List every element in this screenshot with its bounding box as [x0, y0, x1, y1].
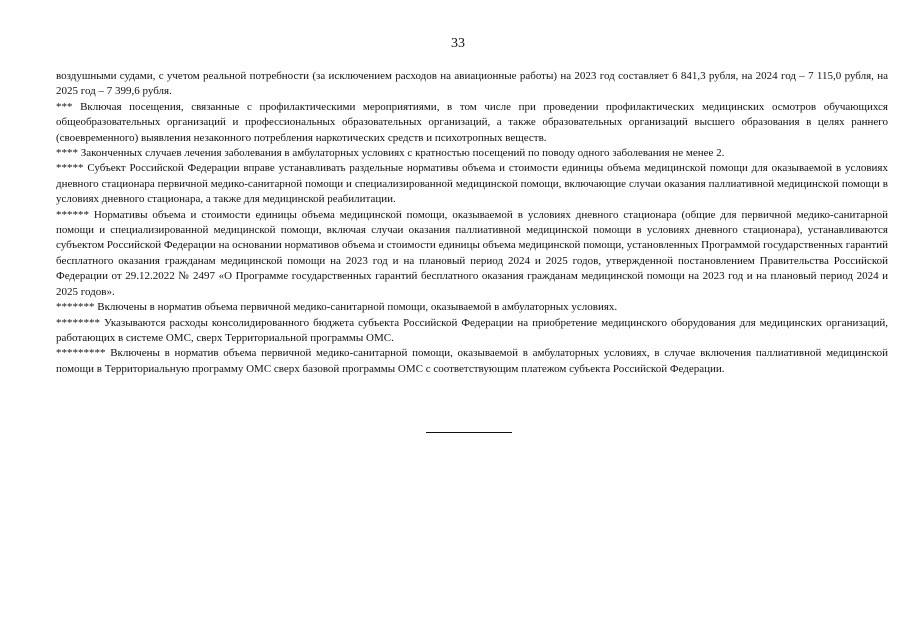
footnote-9-stars: ********* Включены в норматив объема первичной медико-санитарной помощи, оказываемой в амбулаторных условиях, в случае включения паллиативной медицинской помощи в Территориальную программу ОМС сверх базовой программы ОМС с соответствующим платежом субъекта Российской Федерации.: [56, 347, 888, 375]
footnote-4-stars: **** Законченных случаев лечения заболевания в амбулаторных условиях с кратностью посещений по поводу одного заболевания не менее 2.: [56, 147, 725, 160]
footnote-8-stars: ******** Указываются расходы консолидированного бюджета субъекта Российской Федерации на приобретение медицинского оборудования для медицинских организаций, работающих в системе ОМС, сверх Территориальной программы ОМС.: [56, 316, 888, 344]
footnote-5-stars: ***** Субъект Российской Федерации вправе устанавливать раздельные нормативы объема и стоимости единицы объема медицинской помощи для оказываемой в условиях дневного стационара первичной медико-санитарной помощи и специализированной медицинской помощи, включающие случаи оказания паллиативной медицинской помощи в условиях дневного стационара, а также для медицинской реабилитации.: [56, 162, 888, 206]
footnote-3-stars: *** Включая посещения, связанные с профилактическими мероприятиями, в том числе при проведении профилактических медицинских осмотров обучающихся общеобразовательных организаций и профессиональных образовательных организаций, а также образовательных организаций высшего образования в целях раннего (своевременного) выявления незаконного потребления наркотических средств и психотропных веществ.: [56, 100, 888, 144]
footnote-continuation: воздушными судами, с учетом реальной потребности (за исключением расходов на авиационные работы) на 2023 год составляет 6 841,3 рубля, на 2024 год – 7 115,0 рубля, на 2025 год – 7 399,6 рубля.: [56, 70, 888, 98]
footnote-6-stars: ****** Нормативы объема и стоимости единицы объема медицинской помощи, оказываемой в условиях дневного стационара (общие для первичной медико-санитарной помощи и специализированной медицинской помощи, включая случаи оказания паллиативной медицинской помощи в условиях дневного стационара), устанавливаются субъектом Российской Федерации на основании нормативов объема и стоимости единицы объема медицинской помощи, установленных Программой государственных гарантий бесплатного оказания гражданам медицинской помощи на 2023 год и на плановый период 2024 и 2025 годов, утвержденной постановлением Правительства Российской Федерации от 29.12.2022 № 2497 «О Программе государственных гарантий бесплатного оказания гражданам медицинской помощи на 2023 год и на плановый период 2024 и 2025 годов».: [56, 208, 888, 298]
page-number: 33: [451, 36, 465, 51]
footnotes-block: [56, 69, 888, 377]
footnote-7-stars: ******* Включены в норматив объема первичной медико-санитарной помощи, оказываемой в амбулаторных условиях.: [56, 301, 618, 314]
end-of-document-rule: [426, 432, 512, 433]
